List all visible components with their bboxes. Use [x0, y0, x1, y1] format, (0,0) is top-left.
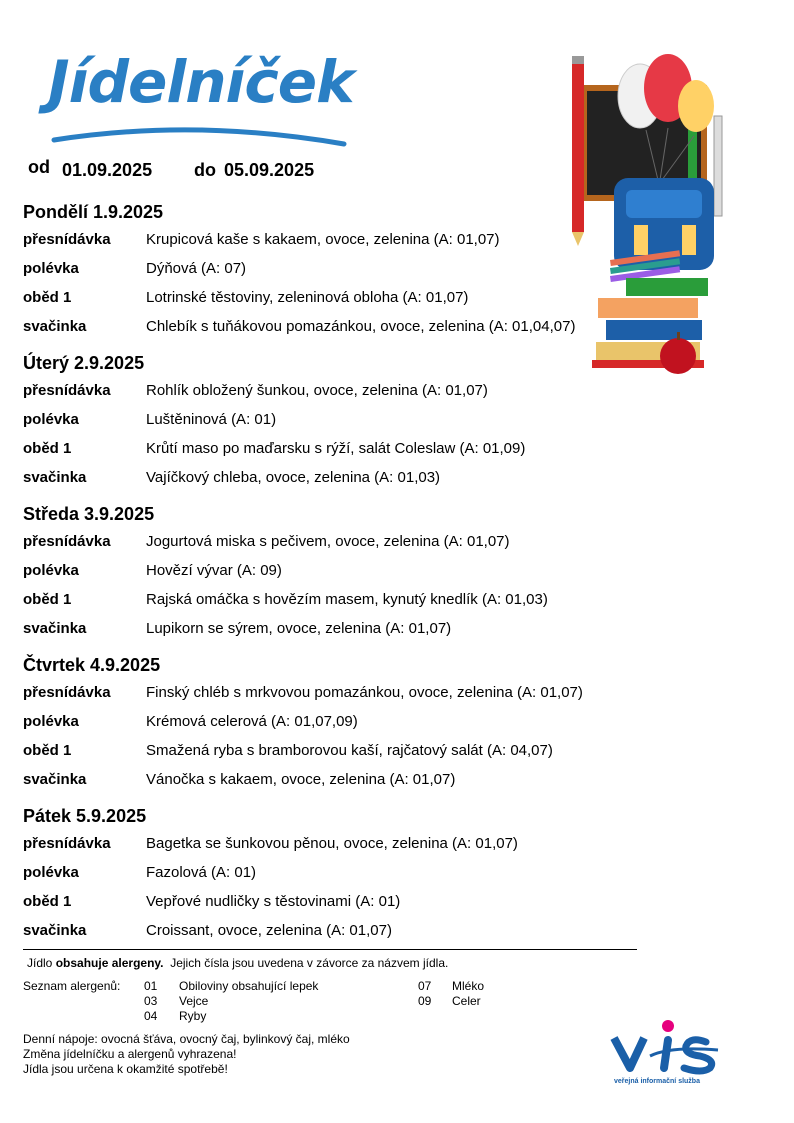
- meal-type: oběd 1: [23, 440, 72, 457]
- allergen-code: 04: [144, 1009, 158, 1023]
- drinks-note: Denní nápoje: ovocná šťáva, ovocný čaj, bylinkový čaj, mléko: [23, 1032, 350, 1046]
- meal-type: přesnídávka: [23, 533, 111, 550]
- day-title: Čtvrtek 4.9.2025: [23, 655, 161, 675]
- date-to: 05.09.2025: [224, 160, 315, 180]
- meal-row: [23, 829, 743, 858]
- page-title: Jídelníček: [48, 48, 354, 116]
- meal-type: oběd 1: [23, 591, 72, 608]
- meal-type: svačinka: [23, 771, 87, 788]
- meal-type: přesnídávka: [23, 684, 111, 701]
- meal-row: [23, 254, 743, 283]
- meal-type: polévka: [23, 864, 79, 881]
- meal-type: oběd 1: [23, 289, 72, 306]
- allergen-name: Obiloviny obsahující lepek: [179, 979, 319, 993]
- meal-type: oběd 1: [23, 742, 72, 759]
- meal-type: svačinka: [23, 922, 87, 939]
- meal-dish: Lupikorn se sýrem, ovoce, zelenina (A: 01,07): [146, 620, 452, 637]
- jidelnicek-logo: [44, 48, 354, 158]
- vis-tagline: veřejná informační služba: [614, 1078, 700, 1085]
- day-title: Úterý 2.9.2025: [23, 353, 145, 373]
- meal-row: [23, 858, 743, 887]
- meal-type: polévka: [23, 260, 79, 277]
- allergen-code: 01: [144, 979, 158, 993]
- meal-dish: Vepřové nudličky s těstovinami (A: 01): [146, 893, 401, 910]
- note-pre: Jídlo: [27, 956, 53, 970]
- meal-dish: Bagetka se šunkovou pěnou, ovoce, zelenina (A: 01,07): [146, 835, 518, 852]
- meal-row: [23, 225, 743, 254]
- meal-row: [23, 283, 743, 312]
- day-title: Pondělí 1.9.2025: [23, 202, 164, 222]
- meal-dish: Vajíčkový chleba, ovoce, zelenina (A: 01,03): [146, 469, 441, 486]
- meal-type: polévka: [23, 411, 79, 428]
- allergen-name: Mléko: [452, 979, 485, 993]
- day-tuesday: [23, 350, 743, 492]
- allergen-code: 03: [144, 994, 158, 1008]
- day-title: Středa 3.9.2025: [23, 504, 155, 524]
- meal-dish: Luštěninová (A: 01): [146, 411, 277, 428]
- meal-type: svačinka: [23, 620, 87, 637]
- allergen-code: 07: [418, 979, 432, 993]
- meal-dish: Rohlík obložený šunkou, ovoce, zelenina (A: 01,07): [146, 382, 488, 399]
- note-post: Jejich čísla jsou uvedena v závorce za názvem jídla.: [170, 956, 449, 970]
- meal-row: [23, 765, 743, 794]
- meal-row: [23, 405, 743, 434]
- meal-type: přesnídávka: [23, 382, 111, 399]
- allergen-note: [27, 956, 448, 971]
- meal-dish: Rajská omáčka s hovězím masem, kynutý knedlík (A: 01,03): [146, 591, 548, 608]
- meal-dish: Krémová celerová (A: 01,07,09): [146, 713, 358, 730]
- day-wednesday: [23, 501, 743, 643]
- vis-logo-icon: [610, 1016, 725, 1076]
- meal-row: [23, 707, 743, 736]
- meal-row: [23, 312, 743, 341]
- meal-dish: Croissant, ovoce, zelenina (A: 01,07): [146, 922, 392, 939]
- allergen-name: Celer: [452, 994, 481, 1008]
- note-bold: obsahuje alergeny.: [55, 956, 164, 970]
- meal-dish: Dýňová (A: 07): [146, 260, 247, 277]
- meal-dish: Vánočka s kakaem, ovoce, zelenina (A: 01,07): [146, 771, 456, 788]
- do-label: do: [194, 160, 216, 180]
- meal-dish: Smažená ryba s bramborovou kaší, rajčatový salát (A: 04,07): [146, 742, 553, 759]
- meal-type: svačinka: [23, 469, 87, 486]
- allergen-name: Ryby: [179, 1009, 207, 1023]
- od-label: od: [28, 157, 50, 177]
- day-title: Pátek 5.9.2025: [23, 806, 147, 826]
- meal-type: svačinka: [23, 318, 87, 335]
- meal-dish: Chlebík s tuňákovou pomazánkou, ovoce, zelenina (A: 01,04,07): [146, 318, 576, 335]
- meal-dish: Fazolová (A: 01): [146, 864, 257, 881]
- meal-type: oběd 1: [23, 893, 72, 910]
- vis-logo: [610, 1016, 725, 1090]
- meal-dish: Hovězí vývar (A: 09): [146, 562, 282, 579]
- meal-dish: Finský chléb s mrkvovou pomazánkou, ovoce, zelenina (A: 01,07): [146, 684, 583, 701]
- meal-row: [23, 527, 743, 556]
- day-friday: [23, 803, 743, 945]
- meal-type: polévka: [23, 713, 79, 730]
- meal-type: přesnídávka: [23, 231, 111, 248]
- consume-note: Jídla jsou určena k okamžité spotřebě!: [23, 1062, 228, 1076]
- allergen-list-label: Seznam alergenů:: [23, 979, 121, 993]
- date-from: 01.09.2025: [62, 160, 153, 180]
- meal-dish: Krupicová kaše s kakaem, ovoce, zelenina (A: 01,07): [146, 231, 500, 248]
- meal-row: [23, 887, 743, 916]
- day-thursday: [23, 652, 743, 794]
- meal-row: [23, 585, 743, 614]
- meal-row: [23, 916, 743, 945]
- allergen-code: 09: [418, 994, 432, 1008]
- meal-row: [23, 736, 743, 765]
- meal-dish: Lotrinské těstoviny, zeleninová obloha (A: 01,07): [146, 289, 469, 306]
- meal-row: [23, 556, 743, 585]
- meal-type: přesnídávka: [23, 835, 111, 852]
- yellow-balloon-icon: [678, 80, 714, 132]
- period-from: [28, 157, 50, 181]
- meal-type: polévka: [23, 562, 79, 579]
- meal-row: [23, 434, 743, 463]
- change-note: Změna jídelníčku a alergenů vyhrazena!: [23, 1047, 237, 1061]
- footer-divider: [23, 949, 637, 950]
- meal-row: [23, 376, 743, 405]
- meal-dish: Jogurtová miska s pečivem, ovoce, zelenina (A: 01,07): [146, 533, 510, 550]
- meal-row: [23, 463, 743, 492]
- allergen-name: Vejce: [179, 994, 209, 1008]
- meal-dish: Krůtí maso po maďarsku s rýží, salát Coleslaw (A: 01,09): [146, 440, 526, 457]
- meal-row: [23, 678, 743, 707]
- day-monday: [23, 199, 743, 341]
- meal-row: [23, 614, 743, 643]
- logo-swoosh-icon: [44, 48, 349, 158]
